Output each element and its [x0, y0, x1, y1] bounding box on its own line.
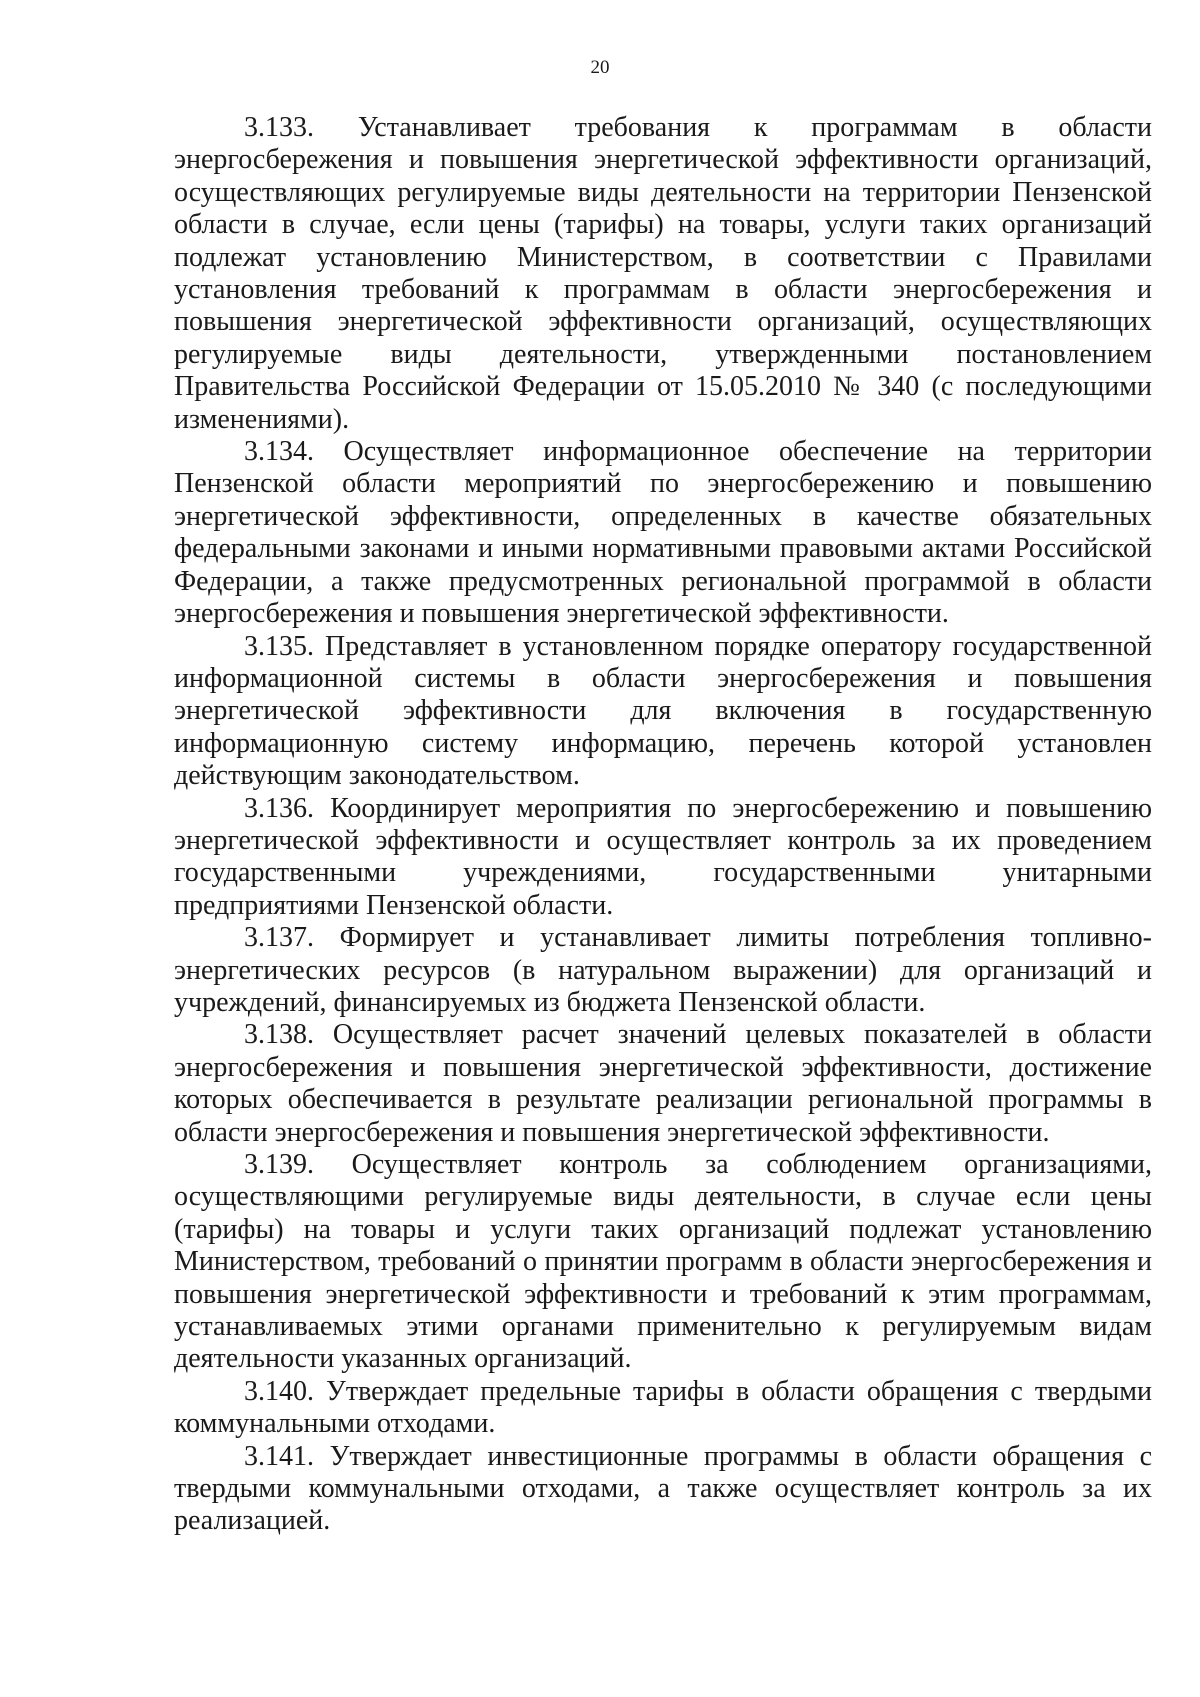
clause-number: 3.140.: [244, 1375, 314, 1407]
clause-text: Формирует и устанавливает лимиты потребления топливно-энергетических ресурсов (в натуральном выражении) для организаций и учреждений, финансируемых из бюджета Пензенской области.: [174, 922, 1153, 1018]
clause-text: Осуществляет информационное обеспечение на территории Пензенской области мероприятий по энергосбережению и повышению энергетической эффективности, определенных в качестве обязательных федеральными законами и иными нормативными правовыми актами Российской Федерации, а также предусмотренных региональной программой в области энергосбережения и повышения энергетической эффективности.: [174, 436, 1153, 630]
clause-text: Утверждает предельные тарифы в области обращения с твердыми коммунальными отходами.: [174, 1375, 1153, 1440]
clause-number: 3.136.: [244, 792, 314, 824]
clause-paragraph: [174, 922, 1152, 1019]
clause-number: 3.138.: [244, 1019, 314, 1051]
clause-number: 3.137.: [244, 922, 314, 954]
clause-paragraph: [174, 1441, 1152, 1538]
clause-text: Координирует мероприятия по энергосбережению и повышению энергетической эффективности и осуществляет контроль за их проведением государственными учреждениями, государственными унитарными предприятиями Пензенской области.: [174, 792, 1153, 921]
clause-number: 3.134.: [244, 436, 314, 468]
clause-paragraph: [174, 793, 1152, 923]
clause-text: Представляет в установленном порядке оператору государственной информационной системы в области энергосбережения и повышения энергетической эффективности для включения в государственную информационную систему информацию, перечень которой установлен действующим законодательством.: [174, 630, 1153, 792]
clause-paragraph: [174, 1376, 1152, 1441]
clause-number: 3.141.: [244, 1440, 314, 1472]
clause-paragraph: [174, 1149, 1152, 1376]
clause-text: Осуществляет расчет значений целевых показателей в области энергосбережения и повышения энергетической эффективности, достижение которых обеспечивается в результате реализации региональной программы в области энергосбережения и повышения энергетической эффективности.: [174, 1019, 1153, 1148]
page-number: 20: [590, 57, 610, 78]
clause-paragraph: [174, 631, 1152, 793]
clause-paragraph: [174, 436, 1152, 630]
clause-number: 3.139.: [244, 1149, 314, 1180]
clause-text: Устанавливает требования к программам в области энергосбережения и повышения энергетической эффективности организаций, осуществляющих регулируемые виды деятельности на территории Пензенской области в случае, если цены (тарифы) на товары, услуги таких организаций подлежат установлению Министерством, в соответствии с Правилами установления требований к программам в области энергосбережения и повышения энергетической эффективности организаций, осуществляющих регулируемые виды деятельности, утвержденными постановлением Правительства Российской Федерации от 15.05.2010 № 340 (с последующими изменениями).: [174, 112, 1152, 435]
clause-text: Утверждает инвестиционные программы в области обращения с твердыми коммунальными отходами, а также осуществляет контроль за их реализацией.: [174, 1440, 1153, 1537]
document-body: [174, 112, 1152, 1538]
clause-paragraph: [174, 112, 1152, 436]
clause-paragraph: [174, 1019, 1152, 1149]
clause-text: Осуществляет контроль за соблюдением организациями, осуществляющими регулируемые виды деятельности, в случае если цены (тарифы) на товары и услуги таких организаций подлежат установлению Министерством, требований о принятии программ в области энергосбережения и повышения энергетической эффективности и требований к этим программам, устанавливаемых этими органами применительно к регулируемым видам деятельности указанных организаций.: [174, 1149, 1152, 1375]
clause-number: 3.133.: [244, 112, 314, 143]
clause-number: 3.135.: [244, 630, 314, 662]
